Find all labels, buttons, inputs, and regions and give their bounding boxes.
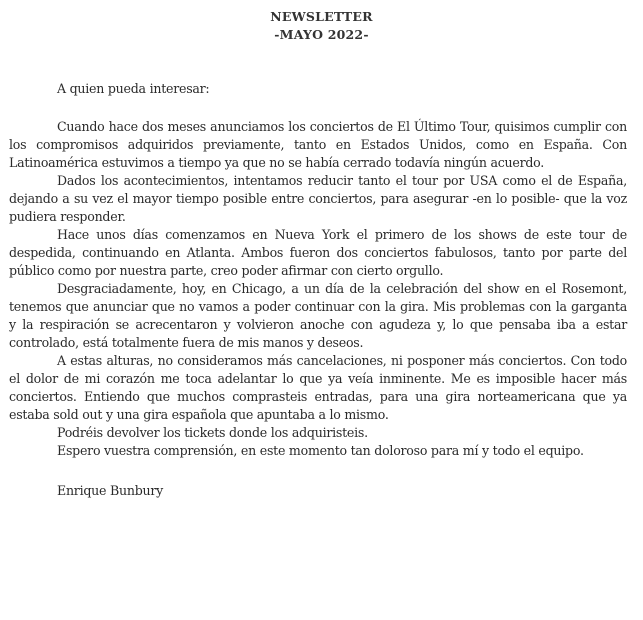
newsletter-header bbox=[0, 8, 643, 44]
newsletter-date: -MAYO 2022- bbox=[274, 27, 369, 42]
signature: Enrique Bunbury bbox=[57, 483, 164, 498]
paragraph-6: Podréis devolver los tickets donde los adquiristeis. bbox=[57, 425, 368, 440]
paragraph-3: Hace unos días comenzamos en Nueva York el primero de los shows de este tour de despedida, continuando en Atlanta. Ambos fueron dos conciertos fabulosos, tanto por parte del público como por nuestra parte, creo poder afirmar con cierto orgullo. bbox=[9, 227, 627, 278]
salutation: A quien pueda interesar: bbox=[57, 81, 210, 96]
newsletter-title: NEWSLETTER bbox=[270, 9, 373, 24]
paragraph-5: A estas alturas, no consideramos más cancelaciones, ni posponer más conciertos. Con todo el dolor de mi corazón me toca adelantar lo que ya veía inminente. Me es imposible hacer más conciertos. Entiendo que muchos comprasteis entradas, para una gira norteamericana que ya estaba sold out y una gira española que apuntaba a lo mismo. bbox=[9, 353, 627, 422]
paragraph-1: Cuando hace dos meses anunciamos los conciertos de El Último Tour, quisimos cumplir con los compromisos adquiridos previamente, tanto en Estados Unidos, como en España. Con Latinoamérica estuvimos a tiempo ya que no se había cerrado todavía ningún acuerdo. bbox=[9, 119, 627, 170]
paragraph-4: Desgraciadamente, hoy, en Chicago, a un día de la celebración del show en el Rosemont, tenemos que anunciar que no vamos a poder continuar con la gira. Mis problemas con la garganta y la respiración se acrecentaron y volvieron anoche con agudeza y, lo que pensaba iba a estar controlado, está totalmente fuera de mis manos y deseos. bbox=[9, 281, 627, 350]
paragraph-2: Dados los acontecimientos, intentamos reducir tanto el tour por USA como el de España, dejando a su vez el mayor tiempo posible entre conciertos, para asegurar -en lo posible- que la voz pudiera responder. bbox=[9, 173, 627, 224]
letter-body bbox=[9, 80, 627, 500]
paragraph-7: Espero vuestra comprensión, en este momento tan doloroso para mí y todo el equipo. bbox=[57, 443, 584, 458]
